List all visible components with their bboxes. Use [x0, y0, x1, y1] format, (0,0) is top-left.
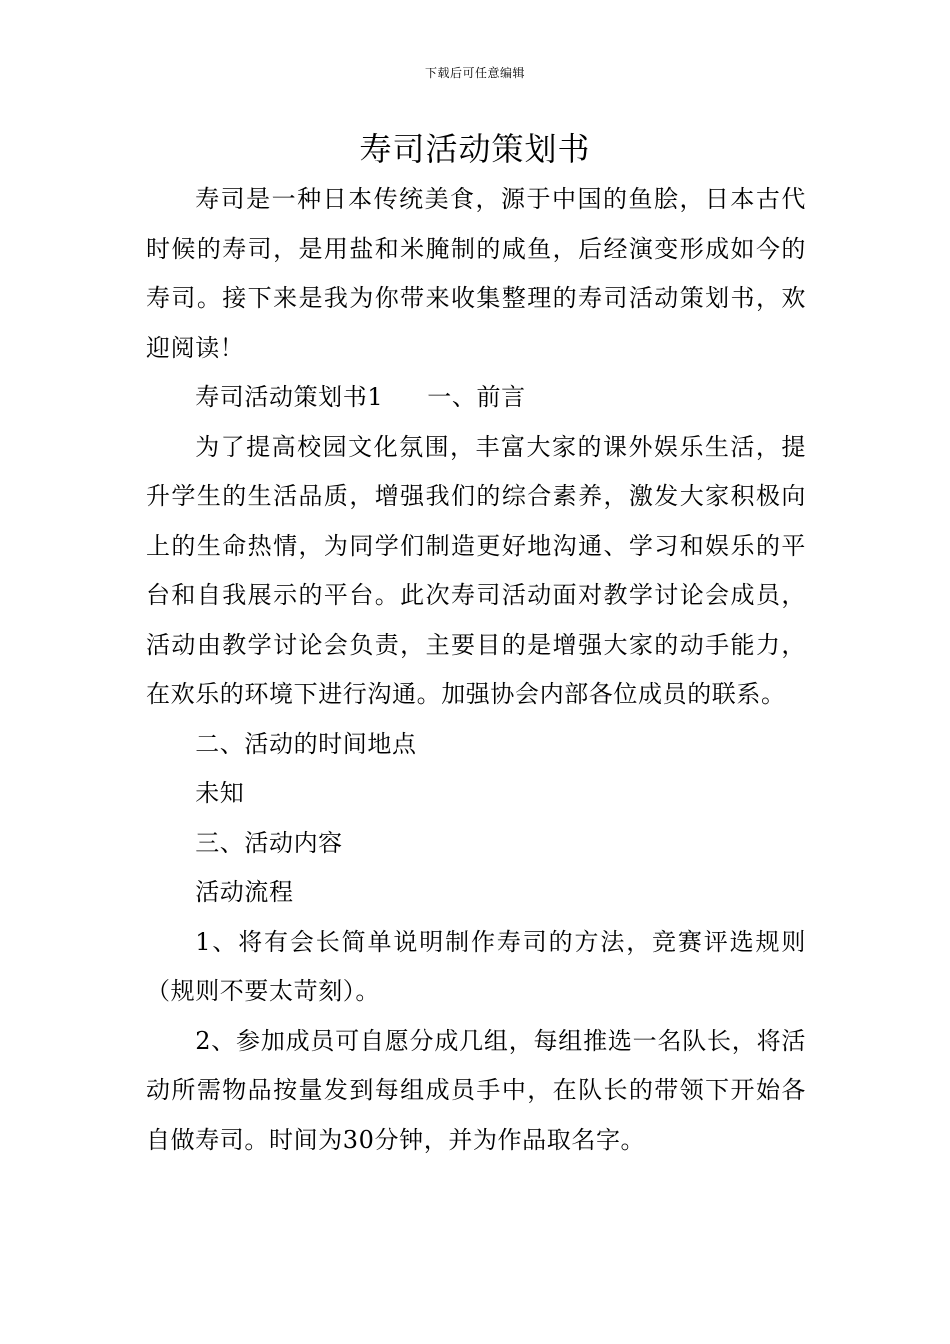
- header-note: 下载后可任意编辑: [424, 66, 525, 80]
- intro-paragraph: 寿司是一种日本传统美食，源于中国的鱼脍，日本古代时候的寿司，是用盐和米腌制的咸鱼，后经演变形成如今的寿司。接下来是我为你带来收集整理的寿司活动策划书，欢迎阅读！: [146, 185, 806, 362]
- section2-content: 未知: [195, 779, 245, 807]
- section3-heading: 三、活动内容: [195, 828, 343, 857]
- section2-heading: 二、活动的时间地点: [195, 729, 417, 758]
- preface-paragraph: 为了提高校园文化氛围，丰富大家的课外娱乐生活，提升学生的生活品质，增强我们的综合素养，激发大家积极向上的生命热情，为同学们制造更好地沟通、学习和娱乐的平台和自我展示的平台。此次寿司活动面对教学讨论会成员，活动由教学讨论会负责，主要目的是增强大家的动手能力，在欢乐的环境下进行沟通。加强协会内部各位成员的联系。: [146, 432, 806, 708]
- section1-doc-label: 寿司活动策划书1: [195, 383, 384, 411]
- step-2: 2、参加成员可自愿分成几组，每组推选一名队长，将活动所需物品按量发到每组成员手中，在队长的带领下开始各自做寿司。时间为30分钟，并为作品取名字。: [146, 1026, 806, 1154]
- section3-subheading: 活动流程: [195, 878, 294, 906]
- document-title: 寿司活动策划书: [359, 130, 591, 168]
- section1-heading: 一、前言: [427, 383, 526, 411]
- section1-line: [146, 373, 806, 423]
- document-body: [146, 175, 806, 1165]
- step-1: 1、将有会长简单说明制作寿司的方法，竞赛评选规则（规则不要太苛刻）。: [146, 927, 806, 1005]
